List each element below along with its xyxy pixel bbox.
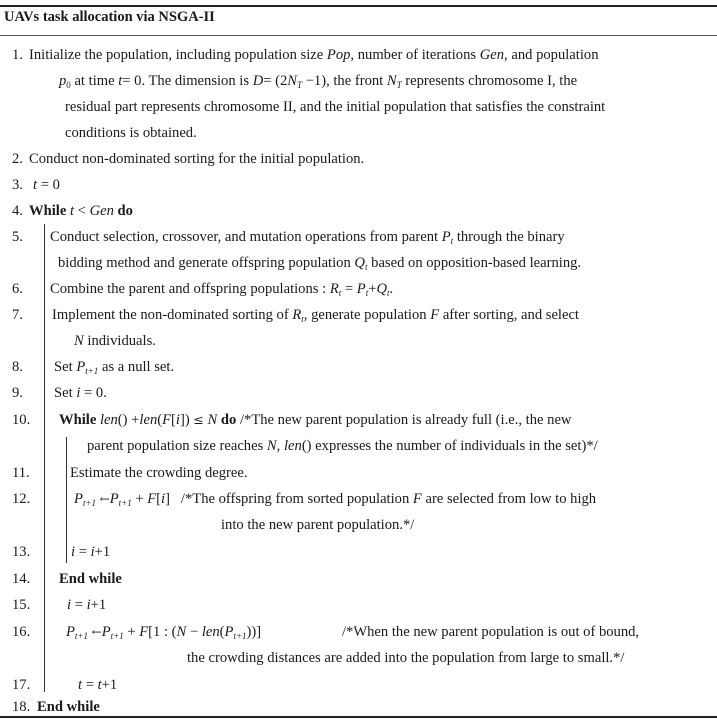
step-5-line-1: Conduct selection, crossover, and mutation operations from parent $P_t$ through the binary (50, 229, 565, 246)
while-inner-bar (66, 437, 67, 563)
step-4-text: While t < Gen do (29, 203, 133, 219)
step-1-line-3: residual part represents chromosome II, and the initial population that satisfies the constraint (65, 99, 606, 115)
step-3-text: t = 0 (33, 177, 60, 193)
step-12-line-1: $P_{t+1}$ $\leftarrow P_{t+1} + F[i]$ /*The offspring from sorted population F are selected from low to high (74, 491, 597, 508)
step-8-text: Set $P_{t+1}$ as a null set. (54, 359, 175, 376)
step-number: 18. (12, 699, 31, 715)
step-number: 4. (12, 203, 23, 219)
step-9-text: Set i = 0. (54, 385, 107, 401)
step-number: 11. (12, 465, 30, 481)
step-17-text: t = t+1 (78, 677, 118, 693)
step-number: 10. (12, 412, 31, 428)
step-10-line-2: parent population size reaches N, len() expresses the number of individuals in the set)*/ (87, 438, 598, 454)
step-number: 14. (12, 571, 31, 587)
top-rule (0, 5, 717, 7)
step-14-text: End while (59, 571, 122, 587)
algorithm-title: UAVs task allocation via NSGA-II (4, 9, 215, 25)
step-10-line-1: While len() +len(F[i]) ≤ N do /*The new parent population is already full (i.e., the new (59, 412, 572, 428)
step-1-line-1: Initialize the population, including population size Pop, number of iterations Gen, and population (29, 47, 599, 63)
step-number: 3. (12, 177, 23, 193)
step-number: 2. (12, 151, 23, 167)
bottom-rule (0, 716, 717, 718)
while-outer-bar (44, 224, 45, 692)
step-16-line-1: $P_{t+1}$ $\leftarrow P_{t+1} + F[1$ : $(N - len(P_{t+1}))$] (66, 624, 262, 641)
step-5-line-2: bidding method and generate offspring population $Q_t$ based on opposition-based learning. (58, 255, 582, 272)
step-number: 13. (12, 544, 31, 560)
step-11-text: Estimate the crowding degree. (70, 465, 248, 481)
step-number: 16. (12, 624, 31, 640)
step-7-line-2: N individuals. (74, 333, 156, 349)
step-number: 9. (12, 385, 23, 401)
step-6-text: Combine the parent and offspring populations : $R_t = P_t+Q_t$. (50, 281, 394, 298)
step-number: 6. (12, 281, 23, 297)
step-number: 12. (12, 491, 31, 507)
step-15-text: i = i+1 (67, 597, 107, 613)
step-number: 8. (12, 359, 23, 375)
step-13-text: i = i+1 (71, 544, 111, 560)
step-1-line-4: conditions is obtained. (65, 125, 197, 141)
step-7-line-1: Implement the non-dominated sorting of $R_t$, generate population F after sorting, and select (52, 307, 579, 324)
header-rule (0, 35, 717, 36)
step-number: 17. (12, 677, 31, 693)
step-2-text: Conduct non-dominated sorting for the initial population. (29, 151, 365, 167)
step-18-text: End while (37, 699, 100, 715)
step-number: 7. (12, 307, 23, 323)
step-1-line-2: $p_0$ at time t= 0. The dimension is $D= (2N_T -1)$, the front $N_T$ represents chromosome I, the (59, 73, 578, 90)
step-16-comment-2: the crowding distances are added into the population from large to small.*/ (187, 650, 625, 666)
step-number: 5. (12, 229, 23, 245)
step-number: 15. (12, 597, 31, 613)
step-12-line-2: into the new parent population.*/ (221, 517, 415, 533)
step-number: 1. (12, 47, 23, 63)
step-16-comment-1: /*When the new parent population is out of bound, (342, 624, 640, 640)
